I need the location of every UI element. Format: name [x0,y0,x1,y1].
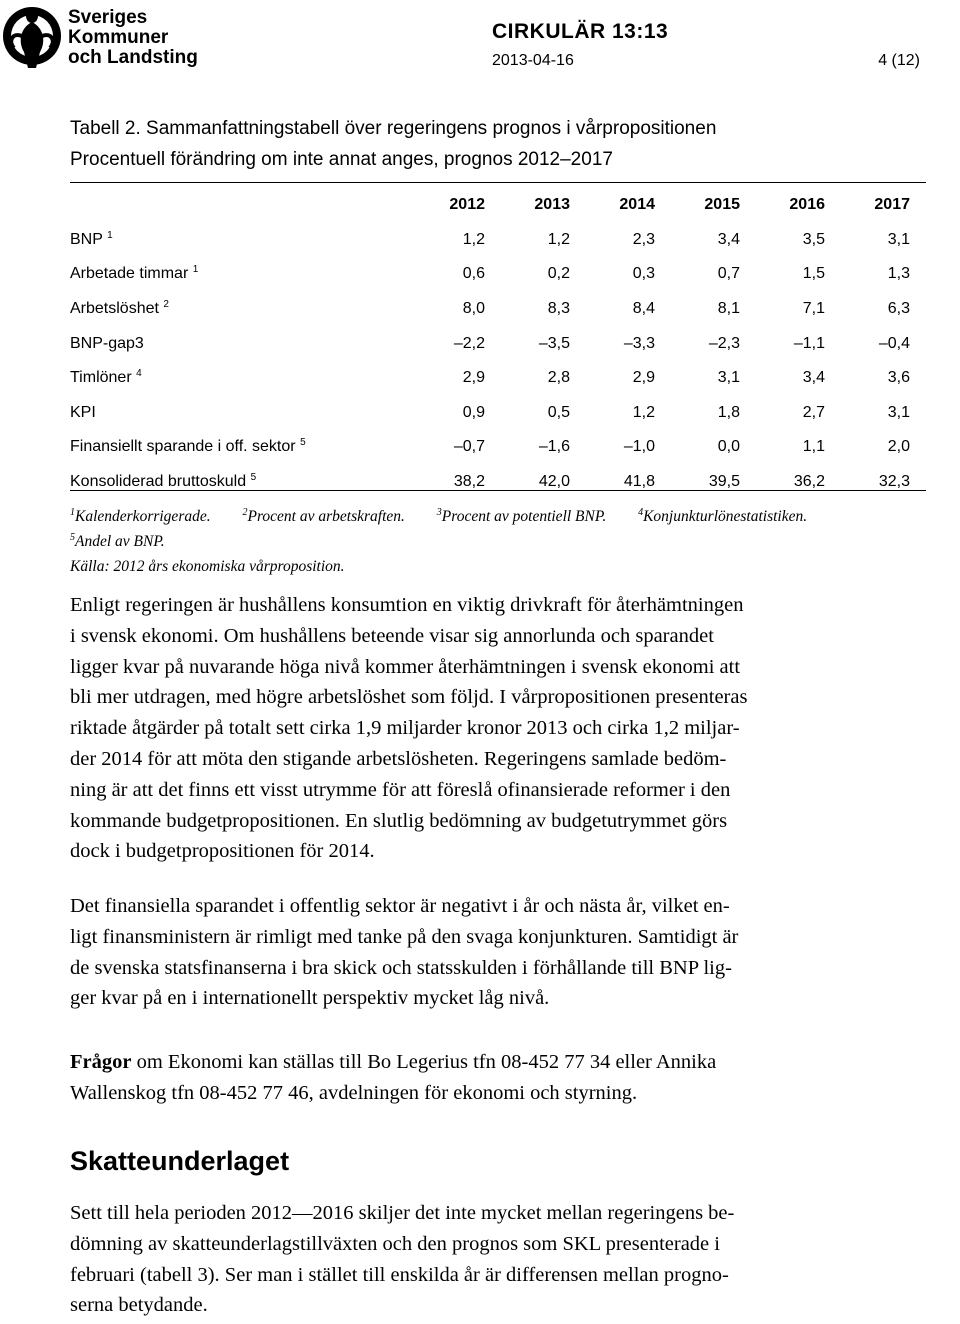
footnote: $^2$Procent av arbetskraften. [242,507,405,525]
text-line: serna betydande. [70,1294,208,1317]
footnote: $^3$Procent av potentiell BNP. [436,507,607,525]
row-label: Arbetade timmar $^1$ [70,264,199,283]
table-header-row [70,188,910,223]
page-number: 4 (12) [878,52,920,69]
section-heading: Skatteunderlaget [70,1146,290,1176]
value-cell: 7,1 [802,300,825,318]
text-line: februari (tabell 3). Ser man i stället till enskilda år är differensen mellan progno- [70,1263,729,1286]
value-cell: 8,3 [547,300,570,318]
year-header: 2014 [619,196,655,214]
value-cell: 2,7 [802,403,825,421]
text-line: kommande budgetpropositionen. En slutlig bedömning av budgetutrymmet görs [70,809,728,832]
table-row [70,326,910,361]
text-line: ger kvar på en i internationellt perspektiv mycket låg nivå. [70,987,550,1010]
year-header: 2012 [449,196,485,214]
value-cell: –3,3 [623,334,655,352]
value-cell: 3,1 [717,369,740,387]
year-header: 2015 [704,196,740,214]
value-cell: 2,3 [632,230,655,248]
value-cell: 8,1 [717,300,740,318]
table-source: Källa: 2012 års ekonomiska vårproposition. [70,558,345,575]
value-cell: 2,8 [547,369,570,387]
text-line: dock i budgetpropositionen för 2014. [70,840,375,863]
header-label-cell [70,188,400,223]
value-cell: 6,3 [887,300,910,318]
table-row [70,257,910,292]
text-line: riktade åtgärder på totalt sett cirka 1,9 miljarder kronor 2013 och cirka 1,2 miljar- [70,717,740,740]
value-cell: 8,0 [462,300,485,318]
circular-number: CIRKULÄR 13:13 [492,20,669,43]
table-row [70,361,910,396]
value-cell: 0,3 [632,265,655,283]
table-row [70,396,910,431]
row-label: BNP $^1$ [70,229,113,248]
value-cell: 3,4 [717,230,740,248]
logo-text-line: och Landsting [68,47,198,68]
text-line: Det finansiella sparandet i offentlig sektor är negativt i år och nästa år, vilket en- [70,895,730,917]
text-line: Wallenskog tfn 08-452 77 46, avdelningen för ekonomi och styrning. [70,1081,638,1104]
logo-text-line: Sveriges [68,7,148,28]
text-line: ligger kvar på nuvarande höga nivå kommer återhämtningen i svensk ekonomi att [70,655,741,678]
text-line: i svensk ekonomi. Om hushållens beteende visar sig annorlunda och sparandet [70,624,714,647]
footnote-5: $^5$Andel av BNP. [70,532,165,550]
table-body [70,223,910,500]
value-cell: 0,5 [547,403,570,421]
text-line: Frågor om Ekonomi kan ställas till Bo Legerius tfn 08-452 77 34 eller Annika [70,1051,717,1073]
row-label: KPI [70,403,96,421]
value-cell: 3,5 [802,230,825,248]
value-cell: –1,0 [623,438,655,456]
value-cell: –2,3 [708,334,740,352]
value-cell: –1,6 [538,438,570,456]
table-subtitle: Procentuell förändring om inte annat anges, prognos 2012–2017 [70,149,613,170]
text-line: ligt finansministern är rimligt med tanke på den svaga konjunkturen. Samtidigt är [70,925,739,948]
value-cell: –0,4 [878,334,910,352]
value-cell: 1,2 [547,230,570,248]
skl-logo [2,2,198,72]
value-cell: 2,0 [887,438,910,456]
text-line: Enligt regeringen är hushållens konsumtion en viktig drivkraft för återhämtningen [70,594,744,616]
value-cell: 42,0 [538,473,570,491]
value-cell: –0,7 [453,438,485,456]
footnote: $^4$Konjunkturlönestatistiken. [638,507,808,525]
table-top-rule [70,182,926,183]
text-line: Sett till hela perioden 2012—2016 skiljer det inte mycket mellan regeringens be- [70,1202,735,1224]
table-row [70,430,910,465]
value-cell: 0,2 [547,265,570,283]
value-cell: 1,5 [802,265,825,283]
value-cell: 1,2 [462,230,485,248]
paragraph-tax-base [70,1198,930,1321]
table-row [70,465,910,500]
logo-text-line: Kommuner [68,27,169,48]
value-cell: 2,9 [632,369,655,387]
questions-label: Frågor [70,1051,132,1073]
row-label: Arbetslöshet $^2$ [70,299,169,318]
value-cell: 3,1 [887,403,910,421]
paragraph-public-finances [70,891,930,1014]
year-header: 2013 [534,196,570,214]
value-cell: 8,4 [632,300,655,318]
value-cell: 38,2 [453,473,485,491]
value-cell: 0,7 [717,265,740,283]
value-cell: 1,8 [717,403,740,421]
value-cell: 41,8 [623,473,655,491]
row-label: Finansiellt sparande i off. sektor $^5$ [70,437,306,456]
forecast-table [70,188,910,499]
row-label: BNP-gap3 [70,334,144,352]
value-cell: 32,3 [878,473,910,491]
value-cell: –2,2 [453,334,485,352]
paragraph-consumption [70,590,930,867]
paragraph-questions [70,1047,930,1109]
year-header: 2016 [789,196,825,214]
value-cell: 0,6 [462,265,485,283]
value-cell: 1,2 [632,403,655,421]
text-line: de svenska statsfinanserna i bra skick och statsskulden i förhållande till BNP lig- [70,956,732,979]
value-cell: 3,1 [887,230,910,248]
value-cell: 1,3 [887,265,910,283]
value-cell: –3,5 [538,334,570,352]
skl-emblem-icon [2,2,64,72]
document-date: 2013-04-16 [492,52,574,69]
value-cell: 2,9 [462,369,485,387]
value-cell: 3,4 [802,369,825,387]
text-line: dömning av skatteunderlagstillväxten och den prognos som SKL presenterade i [70,1232,720,1255]
value-cell: 0,9 [462,403,485,421]
row-label: Konsoliderad bruttoskuld $^5$ [70,472,257,491]
value-cell: –1,1 [793,334,825,352]
footnote: $^1$Kalenderkorrigerade. [70,507,211,525]
value-cell: 1,1 [802,438,825,456]
year-header: 2017 [874,196,910,214]
table-bottom-rule [70,490,926,491]
text-line: bli mer utdragen, med högre arbetslöshet som följd. I vårpropositionen presenteras [70,686,748,709]
table-title: Tabell 2. Sammanfattningstabell över regeringens prognos i vårpropositionen [70,118,717,139]
value-cell: 39,5 [708,473,740,491]
table-row [70,223,910,258]
row-label: Timlöner $^4$ [70,368,142,387]
table-footnotes [70,508,835,526]
value-cell: 0,0 [717,438,740,456]
value-cell: 36,2 [793,473,825,491]
table-row [70,292,910,327]
value-cell: 3,6 [887,369,910,387]
text-line: der 2014 för att möta den stigande arbetslösheten. Regeringens samlade bedöm- [70,747,727,770]
text-line: ning är att det finns ett visst utrymme för att föreslå ofinansierade reformer i den [70,778,731,801]
